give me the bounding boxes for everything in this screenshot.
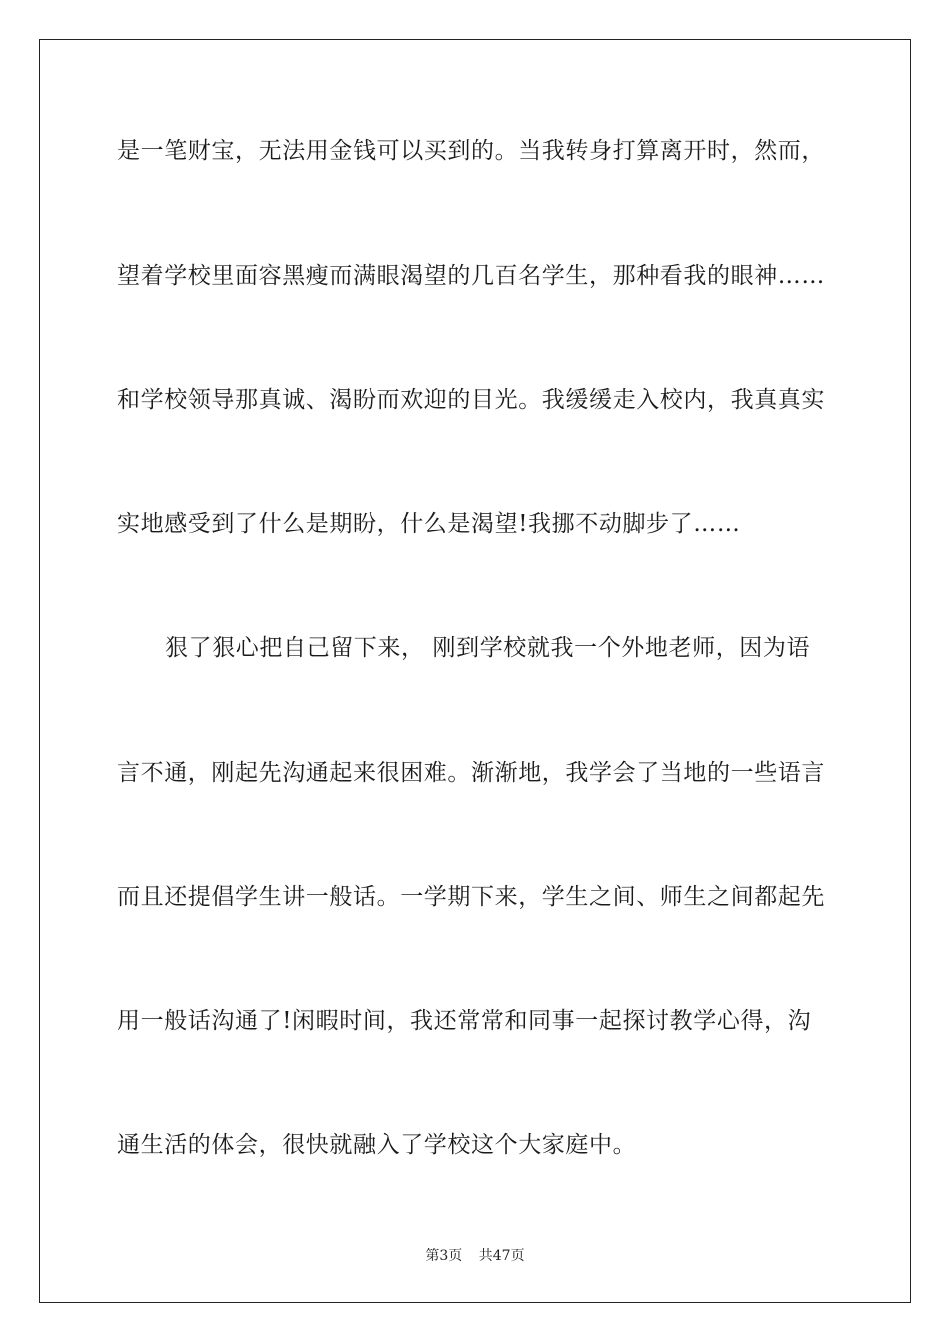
body-text-line: 是一笔财宝，无法用金钱可以买到的。当我转身打算离开时，然而， (117, 138, 825, 164)
body-text-line: 望着学校里面容黑瘦而满眼渴望的几百名学生，那种看我的眼神…… (117, 263, 825, 289)
body-text-line: 言不通，刚起先沟通起来很困难。渐渐地，我学会了当地的一些语言 (117, 760, 825, 786)
body-text-line: 和学校领导那真诚、渴盼而欢迎的目光。我缓缓走入校内，我真真实 (117, 387, 825, 413)
page-border (39, 39, 911, 1303)
body-text-line: 而且还提倡学生讲一般话。一学期下来，学生之间、师生之间都起先 (117, 884, 825, 910)
page-footer (0, 1246, 950, 1266)
page-number: 第3页 (425, 1248, 463, 1264)
paragraph-start-line: 狠了狠心把自己留下来， 刚到学校就我一个外地老师，因为语 (165, 635, 811, 661)
body-text-line: 实地感受到了什么是期盼，什么是渴望!我挪不动脚步了…… (117, 511, 741, 537)
body-text-line: 通生活的体会，很快就融入了学校这个大家庭中。 (117, 1132, 637, 1158)
page-total: 共47页 (478, 1248, 525, 1264)
body-text-line: 用一般话沟通了!闲暇时间，我还常常和同事一起探讨教学心得，沟 (117, 1008, 812, 1034)
